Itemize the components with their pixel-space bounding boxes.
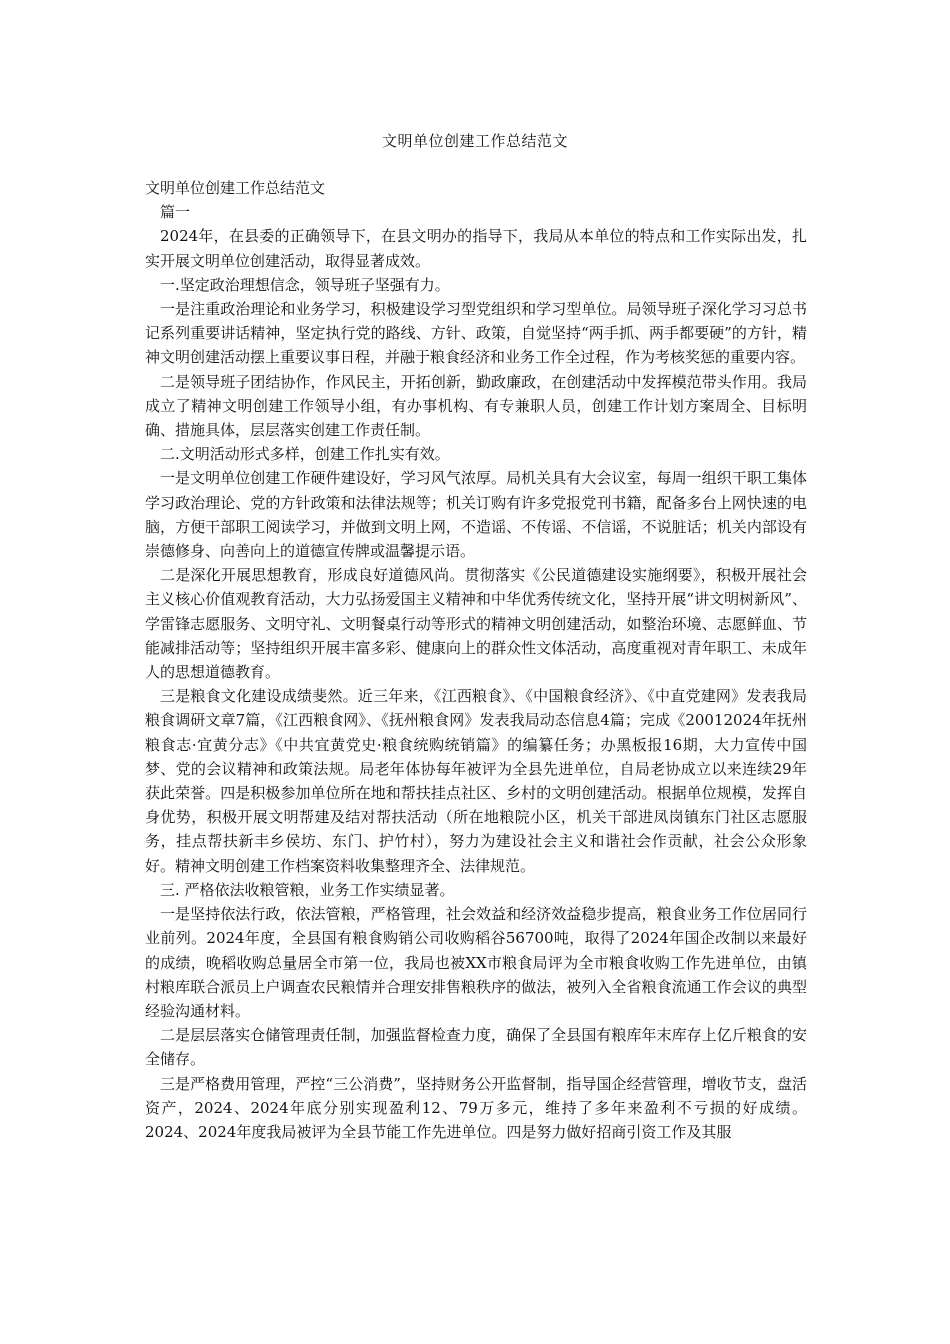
paragraph: 二是层层落实仓储管理责任制，加强监督检查力度，确保了全县国有粮库年末库存上亿斤粮食的安全储存。 (145, 1026, 807, 1069)
paragraph: 2024年，在县委的正确领导下，在县文明办的指导下，我局从本单位的特点和工作实际出发，扎实开展文明单位创建活动，取得显著成效。 (145, 227, 807, 270)
paragraph: 三是严格费用管理，严控“三公消费”，坚持财务公开监督制，指导国企经营管理，增收节支，盘活资产，2024、2024年底分别实现盈利12、79万多元，维持了多年来盈利不亏损的好成绩。2024、2024年度我局被评为全县节能工作先进单位。四是努力做好招商引资工作及其服 (145, 1074, 807, 1141)
paragraph: 二是领导班子团结协作，作风民主，开拓创新，勤政廉政，在创建活动中发挥模范带头作用。我局成立了精神文明创建工作领导小组，有办事机构、有专兼职人员，创建工作计划方案周全、目标明确、措施具体，层层落实创建工作责任制。 (145, 372, 807, 440)
document-title: 文明单位创建工作总结范文 (381, 132, 568, 150)
section-label: 篇一 (160, 203, 191, 222)
paragraph: 一是文明单位创建工作硬件建设好，学习风气浓厚。局机关具有大会议室，每周一组织干职工集体学习政治理论、党的方针政策和法律法规等；机关订购有许多党报党刊书籍，配备多台上网快速的电脑，方便干部职工阅读学习，并做到文明上网，不造谣、不传谣、不信谣，不说脏话；机关内部设有崇德修身、向善向上的道德宣传牌或温馨提示语。 (145, 469, 807, 561)
document-body (145, 176, 807, 1144)
paragraph: 三是粮食文化建设成绩斐然。近三年来，《江西粮食》、《中国粮食经济》、《中直党建网》发表我局粮食调研文章7篇，《江西粮食网》、《抚州粮食网》发表我局动态信息4篇；完成《20012024年抚州粮食志·宜黄分志》《中共宜黄党史·粮食统购统销篇》的编纂任务；办黑板报16期，大力宣传中国梦、党的会议精神和政策法规。局老年体协每年被评为全县先进单位，自局老协成立以来连续29年获此荣誉。四是积极参加单位所在地和帮扶挂点社区、乡村的文明创建活动。根据单位规模，发挥自身优势，积极开展文明帮建及结对帮扶活动（所在地粮院小区，机关干部进凤岗镇东门社区志愿服务，挂点帮扶新丰乡侯坊、东门、护竹村），努力为建设社会主义和谐社会作贡献，社会公众形象好。精神文明创建工作档案资料收集整理齐全、法律规范。 (145, 687, 807, 875)
section-heading: 二.文明活动形式多样，创建工作扎实有效。 (160, 445, 450, 464)
paragraph: 一是注重政治理论和业务学习，积极建设学习型党组织和学习型单位。局领导班子深化学习习总书记系列重要讲话精神，坚定执行党的路线、方针、政策，自觉坚持“两手抓、两手都要硬”的方针，精神文明创建活动摆上重要议事日程，并融于粮食经济和业务工作全过程，作为考核奖惩的重要内容。 (145, 300, 807, 367)
document-subtitle: 文明单位创建工作总结范文 (145, 179, 326, 197)
section-heading: 三. 严格依法收粮管粮，业务工作实绩显著。 (160, 880, 455, 899)
paragraph: 一是坚持依法行政，依法管粮，严格管理，社会效益和经济效益稳步提高，粮食业务工作位居同行业前列。2024年度，全县国有粮食购销公司收购稻谷56700吨，取得了2024年国企改制以来最好的成绩，晚稻收购总量居全市第一位，我局也被XX市粮食局评为全市粮食收购工作先进单位，由镇村粮库联合派员上户调查农民粮情并合理安排售粮秩序的做法，被列入全省粮食流通工作会议的典型经验沟通材料。 (145, 905, 807, 1020)
section-heading: 一.坚定政治理想信念，领导班子坚强有力。 (160, 275, 450, 294)
paragraph: 二是深化开展思想教育，形成良好道德风尚。贯彻落实《公民道德建设实施纲要》，积极开展社会主义核心价值观教育活动，大力弘扬爱国主义精神和中华优秀传统文化，坚持开展“讲文明树新风”、学雷锋志愿服务、文明守礼、文明餐桌行动等形式的精神文明创建活动，如整治环境、志愿鲜血、节能减排活动等；坚持组织开展丰富多彩、健康向上的群众性文体活动，高度重视对青年职工、未成年人的思想道德教育。 (145, 566, 807, 682)
